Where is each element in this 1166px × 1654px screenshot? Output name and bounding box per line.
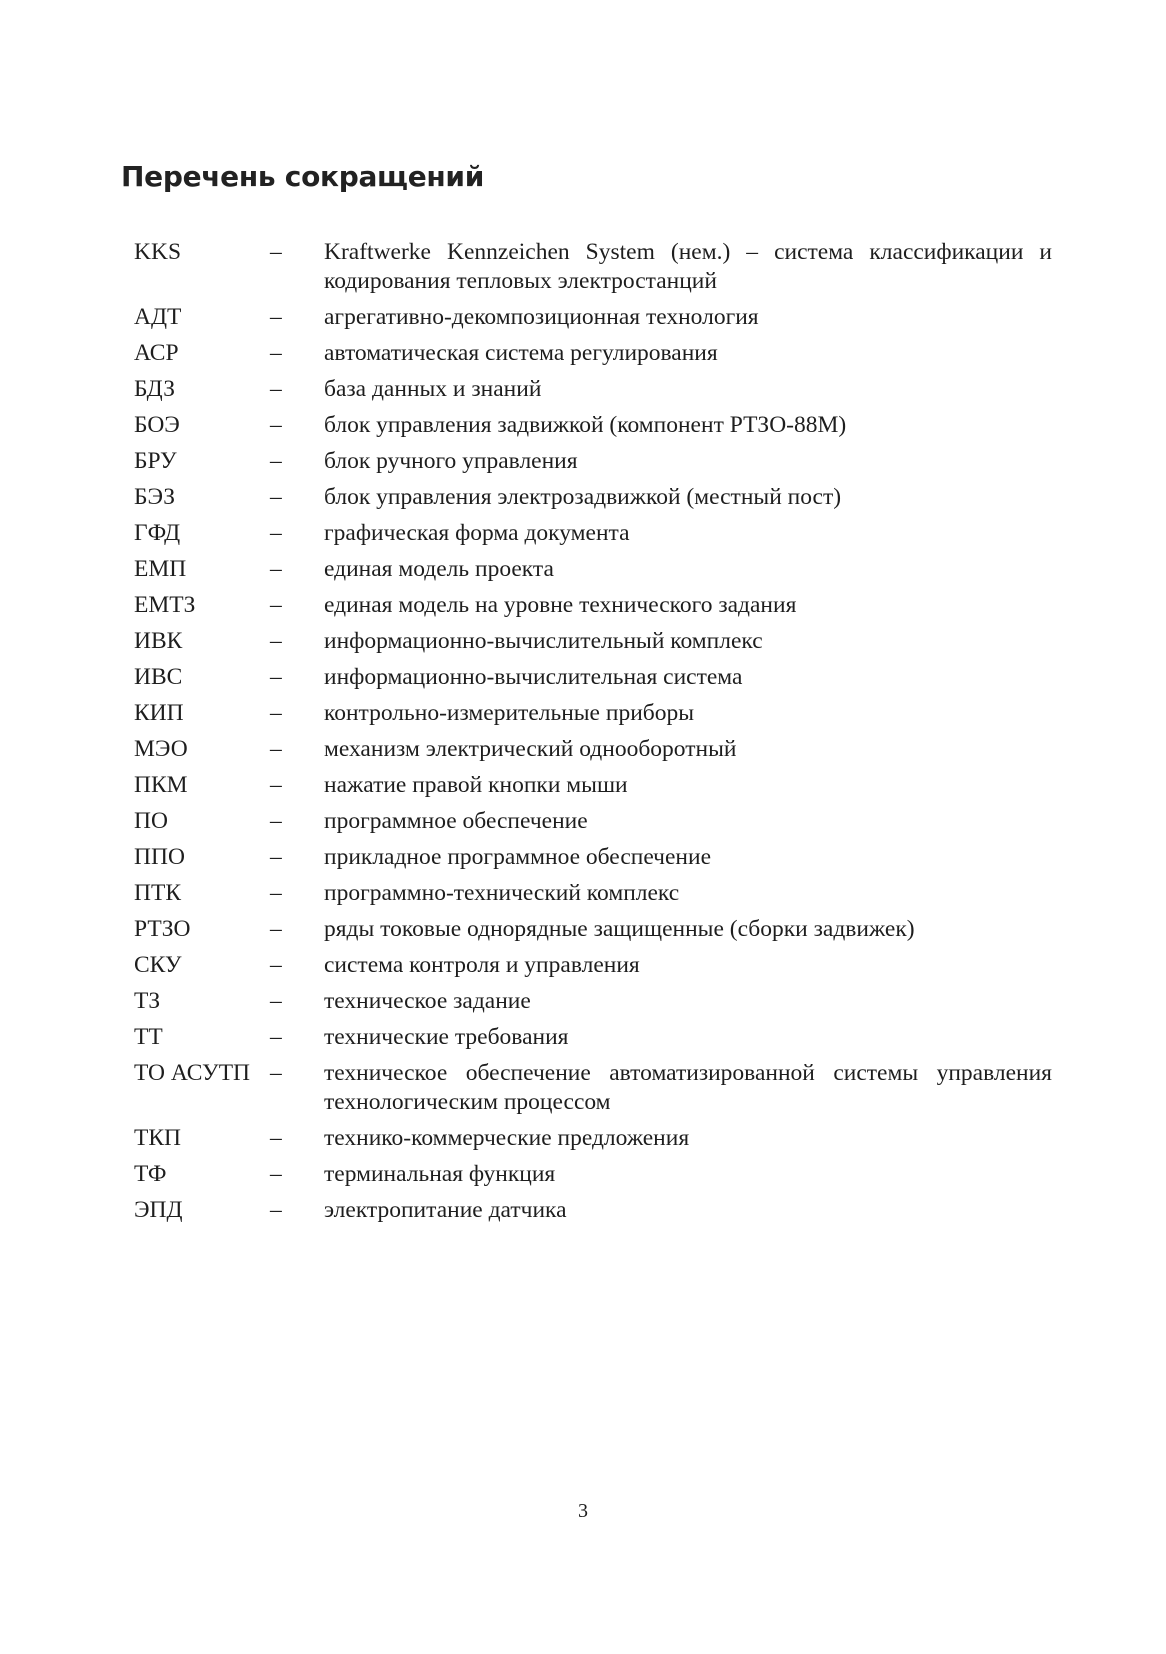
abbreviation-row (134, 987, 1052, 1016)
abbreviation-definition: база данных и знаний (324, 376, 542, 402)
abbreviation-term: БРУ (134, 448, 177, 474)
abbreviation-term: ТЗ (134, 988, 161, 1014)
page-title: Перечень сокращений (121, 160, 485, 193)
abbreviation-term: МЭО (134, 736, 188, 762)
dash-separator: – (270, 592, 282, 618)
dash-separator: – (270, 736, 282, 762)
dash-separator: – (270, 376, 282, 402)
abbreviation-row (134, 951, 1052, 980)
dash-separator: – (270, 772, 282, 798)
abbreviation-term: ТО АСУТП (134, 1060, 251, 1086)
abbreviation-row (134, 879, 1052, 908)
abbreviation-row (134, 339, 1052, 368)
dash-separator: – (270, 952, 282, 978)
abbreviation-term: БОЭ (134, 412, 180, 438)
dash-separator: – (270, 844, 282, 870)
dash-separator: – (270, 988, 282, 1014)
abbreviation-row (134, 1196, 1052, 1225)
dash-separator: – (270, 1024, 282, 1050)
dash-separator: – (270, 916, 282, 942)
abbreviation-definition: программно-технический комплекс (324, 880, 680, 906)
abbreviation-row (134, 1124, 1052, 1153)
abbreviation-definition: информационно-вычислительная система (324, 664, 743, 690)
dash-separator: – (270, 1161, 282, 1187)
abbreviation-row (134, 591, 1052, 620)
abbreviation-definition: электропитание датчика (324, 1197, 567, 1223)
abbreviation-definition: техническое обеспечение автоматизированной системы управления технологическим процессом (324, 1060, 1052, 1115)
dash-separator: – (270, 239, 282, 265)
abbreviation-row (134, 303, 1052, 332)
abbreviation-term: ИВС (134, 664, 183, 690)
abbreviation-row (134, 1160, 1052, 1189)
abbreviation-definition: техническое задание (324, 988, 531, 1014)
dash-separator: – (270, 412, 282, 438)
abbreviation-term: АСР (134, 340, 179, 366)
abbreviation-list (134, 238, 1052, 1232)
abbreviation-term: ПО (134, 808, 168, 834)
abbreviation-term: ЕМТЗ (134, 592, 196, 618)
abbreviation-term: ИВК (134, 628, 183, 654)
dash-separator: – (270, 1197, 282, 1223)
abbreviation-definition: Kraftwerke Kennzeichen System (нем.) – система классификации и кодирования тепловых электростанций (324, 239, 1052, 294)
abbreviation-row (134, 915, 1052, 944)
abbreviation-row (134, 411, 1052, 440)
abbreviation-row (134, 843, 1052, 872)
abbreviation-term: ПТК (134, 880, 181, 906)
abbreviation-definition: единая модель проекта (324, 556, 554, 582)
abbreviation-term: ТФ (134, 1161, 167, 1187)
abbreviation-row (134, 447, 1052, 476)
abbreviation-row (134, 807, 1052, 836)
abbreviation-definition: система контроля и управления (324, 952, 640, 978)
dash-separator: – (270, 556, 282, 582)
abbreviation-term: РТЗО (134, 916, 191, 942)
abbreviation-term: ГФД (134, 520, 181, 546)
abbreviation-definition: блок ручного управления (324, 448, 578, 474)
dash-separator: – (270, 664, 282, 690)
abbreviation-row (134, 699, 1052, 728)
abbreviation-definition: контрольно-измерительные приборы (324, 700, 695, 726)
abbreviation-row (134, 1023, 1052, 1052)
abbreviation-row (134, 663, 1052, 692)
abbreviation-definition: прикладное программное обеспечение (324, 844, 712, 870)
abbreviation-definition: ряды токовые однорядные защищенные (сборки задвижек) (324, 916, 915, 942)
abbreviation-row (134, 555, 1052, 584)
abbreviation-term: ППО (134, 844, 185, 870)
abbreviation-definition: программное обеспечение (324, 808, 588, 834)
abbreviation-row (134, 1059, 1052, 1117)
abbreviation-term: ЭПД (134, 1197, 183, 1223)
dash-separator: – (270, 340, 282, 366)
abbreviation-row (134, 771, 1052, 800)
abbreviation-definition: механизм электрический однооборотный (324, 736, 737, 762)
abbreviation-definition: информационно-вычислительный комплекс (324, 628, 763, 654)
dash-separator: – (270, 484, 282, 510)
abbreviation-row (134, 627, 1052, 656)
abbreviation-definition: блок управления электрозадвижкой (местный пост) (324, 484, 842, 510)
abbreviation-term: КИП (134, 700, 184, 726)
abbreviation-term: СКУ (134, 952, 182, 978)
dash-separator: – (270, 1060, 282, 1086)
abbreviation-definition: агрегативно-декомпозиционная технология (324, 304, 759, 330)
dash-separator: – (270, 880, 282, 906)
abbreviation-row (134, 375, 1052, 404)
abbreviation-term: БДЗ (134, 376, 175, 402)
abbreviation-term: ТТ (134, 1024, 163, 1050)
abbreviation-row (134, 519, 1052, 548)
abbreviation-term: АДТ (134, 304, 182, 330)
dash-separator: – (270, 700, 282, 726)
abbreviation-term: ТКП (134, 1125, 181, 1151)
abbreviation-definition: блок управления задвижкой (компонент РТЗО-88М) (324, 412, 847, 438)
abbreviation-definition: автоматическая система регулирования (324, 340, 718, 366)
abbreviation-row (134, 735, 1052, 764)
abbreviation-definition: единая модель на уровне технического задания (324, 592, 797, 618)
dash-separator: – (270, 808, 282, 834)
dash-separator: – (270, 448, 282, 474)
abbreviation-definition: терминальная функция (324, 1161, 556, 1187)
dash-separator: – (270, 520, 282, 546)
abbreviation-term: KKS (134, 239, 182, 265)
dash-separator: – (270, 628, 282, 654)
page-number: 3 (578, 1500, 588, 1522)
abbreviation-definition: технико-коммерческие предложения (324, 1125, 690, 1151)
abbreviation-term: ЕМП (134, 556, 187, 582)
dash-separator: – (270, 304, 282, 330)
abbreviation-term: БЭЗ (134, 484, 176, 510)
abbreviation-definition: технические требования (324, 1024, 569, 1050)
abbreviation-term: ПКМ (134, 772, 188, 798)
abbreviation-definition: графическая форма документа (324, 520, 630, 546)
dash-separator: – (270, 1125, 282, 1151)
abbreviation-row (134, 483, 1052, 512)
abbreviation-definition: нажатие правой кнопки мыши (324, 772, 628, 798)
abbreviation-row (134, 238, 1052, 296)
